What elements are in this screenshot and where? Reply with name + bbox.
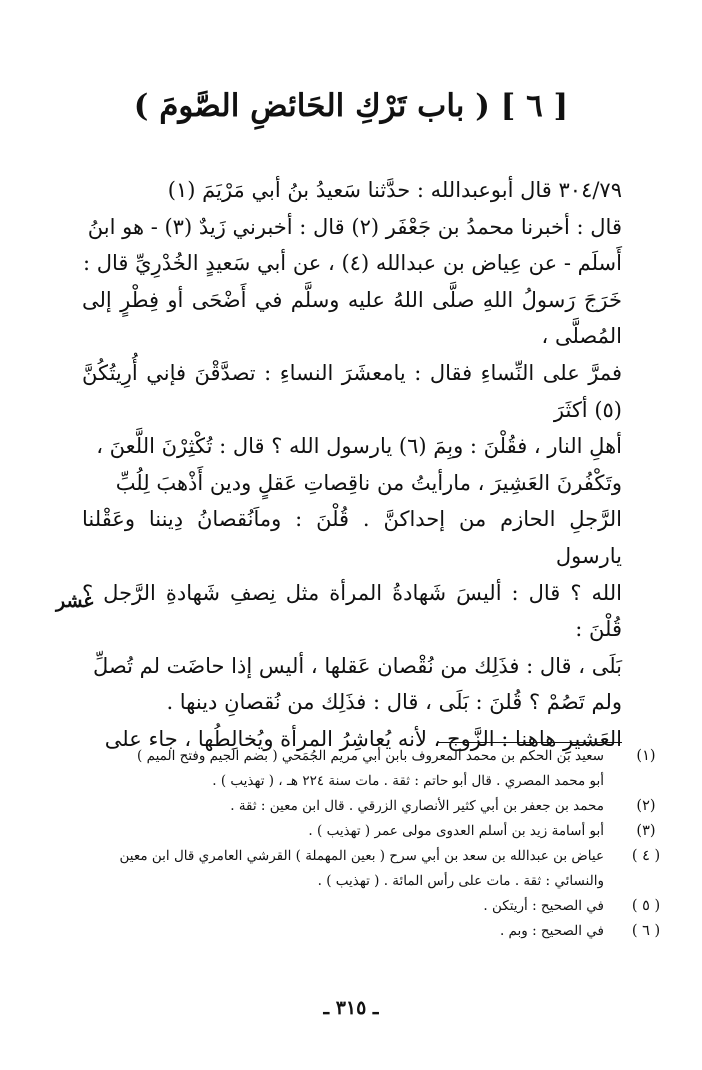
footnote [0, 819, 702, 844]
footnote [0, 794, 702, 819]
hadith-line: بَلَى ، قال : فذَلِك من نُقْصان عَقلها ، أليس إذا حاضَت لم تُصلِّ [92, 653, 622, 678]
hadith-line: الرَّجلِ الحازم من إحداكنَّ . قُلْنَ : وماَنُقصانُ دِيننا وعَقْلنا يارسول [82, 507, 622, 568]
footnote-number: (٣) [636, 823, 656, 839]
chapter-title: [ ٦ ] ( باب تَرْكِ الحَائضِ الصَّومَ ) [133, 88, 569, 124]
footnote-number: ( ٤ ) [631, 848, 661, 864]
hadith-line: وتَكْفُرنَ العَشِيرَ ، مارأيتُ من ناقِصاتِ عَقلٍ ودين أَذْهبَ لِلُبِّ [115, 470, 622, 495]
hadith-line: ٣٠٤/٧٩ قال أبوعبدالله : حدَّثنا سَعيدُ بنُ أبي مَرْيَمَ (١) [167, 178, 622, 202]
footnote-line: والنسائي : ثقة . مات على رأس المائة . ( تهذيب ) . [317, 873, 604, 889]
footnote [0, 919, 702, 944]
footnote-number: ( ٥ ) [631, 898, 661, 914]
gloss-line: العَشيرِ هاهنا : الزَّوج ، لأنه يُعاشِرُ المرأة ويُخالِطُها ، جاء على [104, 726, 622, 751]
footnote-line: أبو محمد المصري . قال أبو حاتم : ثقة . مات سنة ٢٢٤ هـ ، ( تهذيب ) . [212, 773, 604, 789]
footnotes [0, 744, 702, 944]
footnote-line: محمد بن جعفر بن أبي كثير الأنصاري الزرقي . قال ابن معين : ثقة . [230, 798, 604, 814]
footnote-number: (٢) [636, 798, 656, 814]
footnote-divider [437, 742, 622, 743]
footnote-number: ( ٦ ) [631, 923, 661, 939]
footnote [0, 844, 702, 894]
footnote-line: في الصحيح : وبم . [499, 923, 604, 939]
footnote-line: عياض بن عبدالله بن سعد بن أبي سرح ( بعين المهملة ) القرشي العامري قال ابن معين [119, 848, 604, 864]
page-number: ـ ٣١٥ ـ [323, 997, 379, 1019]
footnote [0, 744, 702, 794]
margin-keyword: عشر [56, 590, 95, 612]
hadith-line: ولم تَصُمْ ؟ قُلنَ : بَلَى ، قال : فذَلِك من نُقصانِ دينها . [166, 690, 622, 715]
footnote-line: أبو أسامة زيد بن أسلم العدوى مولى عمر ( تهذيب ) . [308, 823, 604, 839]
footnote [0, 894, 702, 919]
hadith-line: فمرَّ على النِّساءِ فقال : يامعشَرَ النساءِ : تصدَّقْنَ فإني أُرِيتُكُنَّ (٥) أكثَرَ [82, 360, 622, 422]
hadith-line: أَسلَم - عن عِياض بن عبدالله (٤) ، عن أبي سَعيدٍ الخُدْرِيِّ قال : [83, 251, 622, 276]
hadith-line: الله ؟ قال : أليسَ شَهادةُ المرأة مثل نِصفِ شَهادةِ الرَّجل ؟ قُلْنَ : [82, 580, 622, 642]
footnote-number: (١) [636, 748, 656, 764]
hadith-text [82, 172, 622, 758]
hadith-line: قال : أخبرنا محمدُ بن جَعْفَر (٢) قال : أخبرني زَيدٌ (٣) - هو ابنُ [87, 214, 622, 239]
footnote-line: في الصحيح : أريتكن . [483, 898, 604, 914]
hadith-line: خَرَجَ رَسولُ اللهِ صلَّى اللهُ عليه وسلَّم في أَضْحَى أو فِطْرٍ إلى المُصلَّى ، [82, 287, 622, 349]
hadith-line: أهلِ النار ، فقُلْنَ : وبِمَ (٦) يارسول الله ؟ قال : تُكْثِرْنَ اللَّعنَ ، [96, 434, 622, 459]
footnote-line: سعيد بن الحكم بن محمد المعروف بابن أبي مريم الجُمَحي ( بضم الجيم وفتح الميم ) [137, 748, 604, 764]
